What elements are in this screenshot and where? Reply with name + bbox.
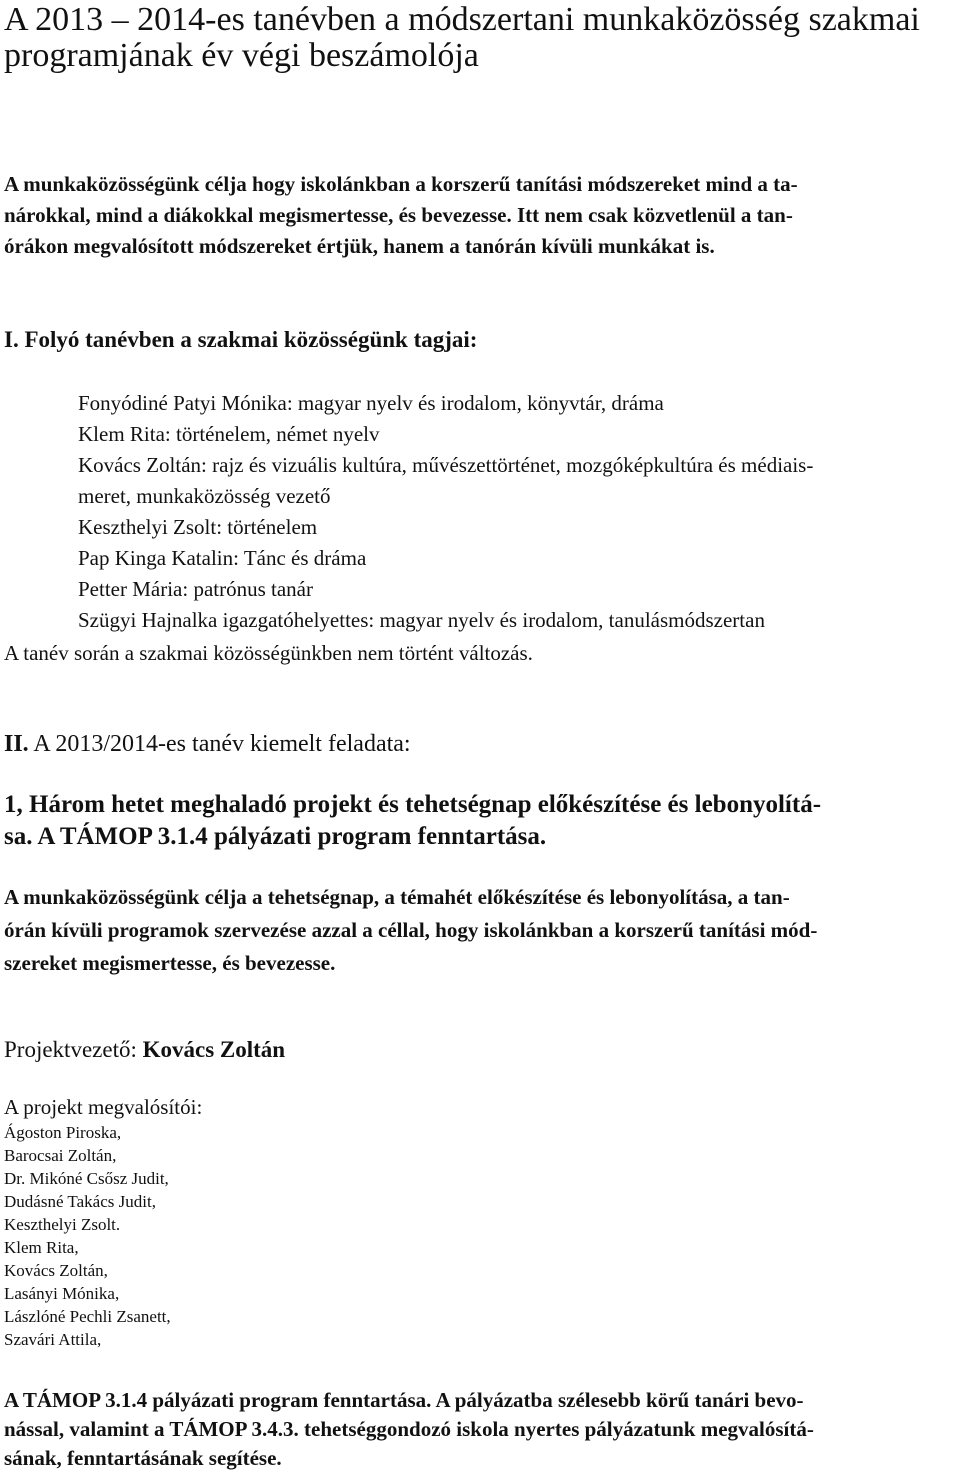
- intro-line-3: órákon megvalósított módszereket értjük, hanem a tanórán kívüli munkákat is.: [4, 234, 715, 258]
- member-item-continued: meret, munkaközösség vezető: [78, 484, 331, 508]
- implementer-item: Klem Rita,: [4, 1238, 79, 1257]
- intro-line-2: nárokkal, mind a diákokkal megismertesse, és bevezesse. Itt nem csak közvetlenül a tan-: [4, 203, 793, 227]
- project-leader-name: Kovács Zoltán: [142, 1037, 286, 1062]
- member-item: Szügyi Hajnalka igazgatóhelyettes: magyar nyelv és irodalom, tanulásmódszertan: [78, 608, 765, 632]
- section-1-note: A tanév során a szakmai közösségünkben nem történt változás.: [4, 641, 533, 665]
- member-item: Klem Rita: történelem, német nyelv: [78, 422, 380, 446]
- document-title-line-1: A 2013 – 2014-es tanévben a módszertani munkaközösség szakmai: [4, 1, 920, 38]
- intro-line-1: A munkaközösségünk célja hogy iskolánkban a korszerű tanítási módszereket mind a ta-: [4, 172, 798, 196]
- goal-line-2: órán kívüli programok szervezése azzal a céllal, hogy iskolánkban a korszerű tanítási mód-: [4, 918, 818, 942]
- goal-line-1: A munkaközösségünk célja a tehetségnap, a témahét előkészítése és lebonyolítása, a tan-: [4, 885, 790, 909]
- implementer-item: Lasányi Mónika,: [4, 1284, 120, 1303]
- implementers-label: A projekt megvalósítói:: [4, 1095, 203, 1119]
- member-item: Pap Kinga Katalin: Tánc és dráma: [78, 546, 367, 570]
- implementer-item: Keszthelyi Zsolt.: [4, 1215, 121, 1234]
- section-1-heading: I. Folyó tanévben a szakmai közösségünk tagjai:: [4, 327, 478, 352]
- implementer-item: Barocsai Zoltán,: [4, 1146, 117, 1165]
- member-item: Fonyódiné Patyi Mónika: magyar nyelv és irodalom, könyvtár, dráma: [78, 391, 664, 415]
- project-leader-label: Projektvezető:: [4, 1037, 143, 1062]
- goal-line-3: szereket megismertesse, és bevezesse.: [4, 951, 336, 975]
- section-2-heading-text: A 2013/2014-es tanév kiemelt feladata:: [28, 731, 411, 757]
- member-item: Kovács Zoltán: rajz és vizuális kultúra, művészettörténet, mozgóképkultúra és médiais-: [78, 453, 814, 477]
- task-line-2: sa. A TÁMOP 3.1.4 pályázati program fenntartása.: [4, 823, 547, 850]
- implementer-item: Dudásné Takács Judit,: [4, 1192, 156, 1211]
- implementer-item: Szavári Attila,: [4, 1330, 102, 1349]
- document-title-line-2: programjának év végi beszámolója: [4, 37, 479, 74]
- member-item: Petter Mária: patrónus tanár: [78, 577, 313, 601]
- tamop-line-2: nással, valamint a TÁMOP 3.4.3. tehetséggondozó iskola nyertes pályázatunk megvalósítá-: [4, 1417, 814, 1441]
- implementer-item: Kovács Zoltán,: [4, 1261, 108, 1280]
- member-item: Keszthelyi Zsolt: történelem: [78, 515, 318, 539]
- tamop-line-1: A TÁMOP 3.1.4 pályázati program fenntartása. A pályázatba szélesebb körű tanári bevo-: [4, 1388, 804, 1412]
- section-2-heading: [4, 731, 411, 758]
- implementer-item: Dr. Mikóné Csősz Judit,: [4, 1169, 169, 1188]
- implementer-item: Ágoston Piroska,: [4, 1123, 122, 1142]
- implementer-item: Lászlóné Pechli Zsanett,: [4, 1307, 171, 1326]
- section-2-number: II.: [4, 731, 29, 757]
- task-line-1: 1, Három hetet meghaladó projekt és tehetségnap előkészítése és lebonyolítá-: [4, 791, 822, 818]
- tamop-line-3: sának, fenntartásának segítése.: [4, 1446, 282, 1470]
- project-leader: [4, 1037, 285, 1063]
